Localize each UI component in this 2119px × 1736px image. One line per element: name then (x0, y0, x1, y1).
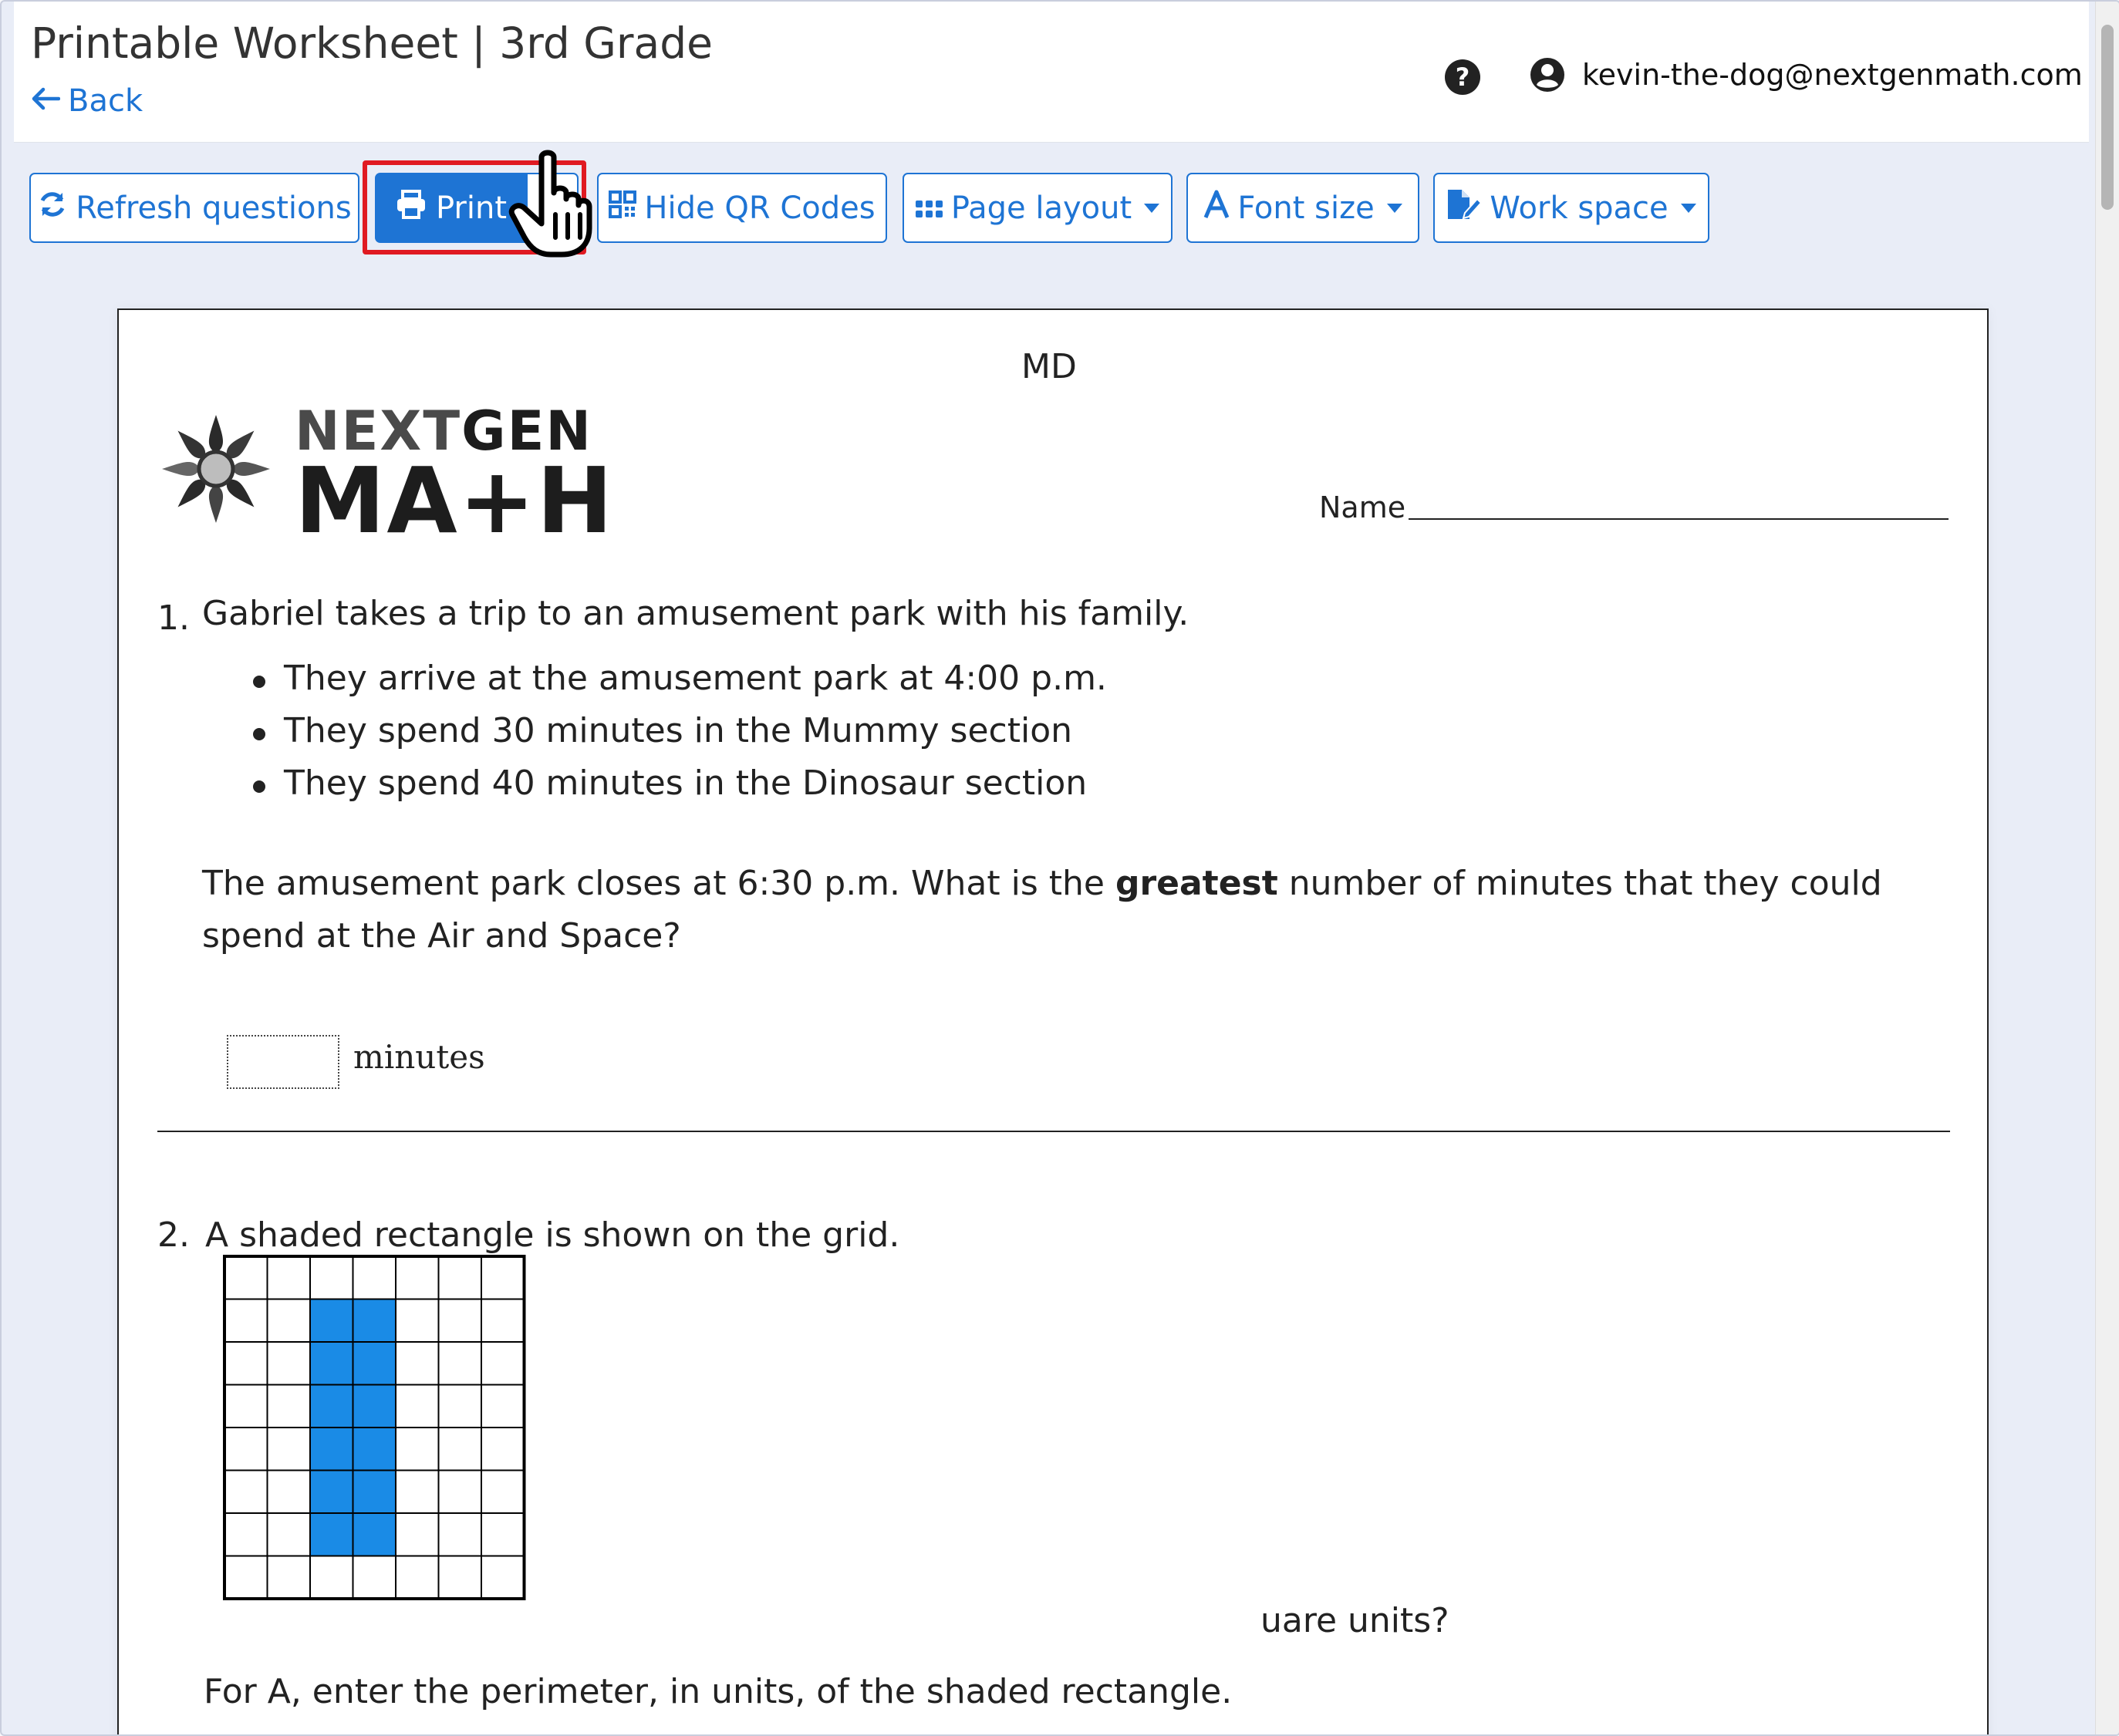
question-2-number: 2. (157, 1215, 190, 1255)
grid-cell (439, 1342, 482, 1385)
page-title: Printable Worksheet | 3rd Grade (31, 19, 713, 68)
grid-cell (268, 1428, 311, 1471)
worksheet-code: MD (1021, 347, 1077, 386)
grid-cell (268, 1385, 311, 1428)
grid-cell (224, 1556, 268, 1599)
hide-qr-codes-button[interactable] (597, 173, 887, 243)
nextgen-math-logo (156, 399, 615, 554)
grid-cell-shaded (353, 1513, 396, 1556)
file-edit-icon (1446, 188, 1482, 228)
work-space-label: Work space (1490, 190, 1669, 226)
question-2-prompt: A shaded rectangle is shown on the grid. (205, 1215, 900, 1255)
grid-cell (481, 1385, 525, 1428)
grid-cell (224, 1385, 268, 1428)
logo-wordmark-bottom: MA+H (295, 447, 615, 554)
worksheet-page (117, 308, 1989, 1736)
grid-cell (396, 1256, 439, 1299)
grid-cell (268, 1299, 311, 1343)
grid-dots-icon (916, 190, 943, 226)
grid-cell (396, 1471, 439, 1514)
question-1-answer-unit: minutes (353, 1038, 485, 1076)
question-1-paragraph: The amusement park closes at 6:30 p.m. What is the greatest number of minutes that they could spend at the Air and Space? (202, 864, 1882, 956)
font-icon (1203, 190, 1230, 227)
page-layout-dropdown[interactable] (903, 173, 1173, 243)
grid-cell-shaded (353, 1428, 396, 1471)
grid-cell (224, 1256, 268, 1299)
grid-cell (481, 1513, 525, 1556)
print-label: Print (435, 190, 507, 226)
grid-cell-shaded (310, 1471, 353, 1514)
grid-cell (396, 1342, 439, 1385)
grid-cell (268, 1256, 311, 1299)
grid-cell (439, 1256, 482, 1299)
grid-cell-shaded (353, 1342, 396, 1385)
grid-cell (396, 1556, 439, 1599)
caret-down-icon (1681, 204, 1696, 213)
grid-cell (310, 1256, 353, 1299)
pointer-hand-icon (508, 150, 594, 261)
refresh-icon (37, 189, 68, 228)
user-menu[interactable] (1530, 57, 2119, 93)
grid-cell (439, 1299, 482, 1343)
vertical-scrollbar[interactable] (2095, 2, 2119, 1734)
user-email: kevin-the-dog@nextgenmath.com (1582, 58, 2083, 92)
grid-cell (396, 1385, 439, 1428)
print-button[interactable] (375, 173, 528, 243)
user-circle-icon (1530, 57, 1565, 93)
grid-cell (481, 1299, 525, 1343)
grid-cell (224, 1471, 268, 1514)
grid-cell (268, 1471, 311, 1514)
page-layout-label: Page layout (950, 190, 1132, 226)
arrow-left-icon (31, 83, 60, 119)
grid-cell (353, 1256, 396, 1299)
grid-cell (481, 1428, 525, 1471)
font-size-label: Font size (1237, 190, 1375, 226)
rectangle-grid (222, 1254, 528, 1604)
list-item: They spend 30 minutes in the Mummy section (242, 711, 1107, 764)
question-divider (157, 1131, 1950, 1132)
grid-cell (396, 1513, 439, 1556)
grid-cell (310, 1556, 353, 1599)
grid-cell (481, 1256, 525, 1299)
hide-qr-codes-label: Hide QR Codes (644, 190, 876, 226)
grid-cell (268, 1556, 311, 1599)
grid-cell (439, 1471, 482, 1514)
grid-cell (439, 1556, 482, 1599)
grid-cell (224, 1299, 268, 1343)
font-size-dropdown[interactable] (1186, 173, 1419, 243)
name-label: Name (1319, 490, 1406, 524)
refresh-questions-button[interactable] (29, 173, 359, 243)
grid-cell-shaded (353, 1471, 396, 1514)
grid-cell (439, 1428, 482, 1471)
back-label: Back (68, 83, 143, 119)
question-1-bullet-list (242, 659, 1107, 816)
grid-cell (481, 1342, 525, 1385)
grid-cell-shaded (353, 1385, 396, 1428)
scrollbar-thumb[interactable] (2101, 25, 2114, 210)
grid-cell-shaded (310, 1428, 353, 1471)
name-line (1409, 518, 1949, 520)
question-2-partial-text: uare units? (1260, 1601, 1449, 1640)
work-space-dropdown[interactable] (1433, 173, 1709, 243)
splash-logo-icon (156, 409, 276, 529)
grid-cell (268, 1342, 311, 1385)
grid-cell (353, 1556, 396, 1599)
grid-cell-shaded (353, 1299, 396, 1343)
app-header (14, 2, 2089, 143)
grid-cell-shaded (310, 1299, 353, 1343)
grid-cell (396, 1299, 439, 1343)
list-item: They spend 40 minutes in the Dinosaur section (242, 764, 1107, 816)
list-item: They arrive at the amusement park at 4:00 p.m. (242, 659, 1107, 711)
grid-cell-shaded (310, 1513, 353, 1556)
question-2-instruction: For A, enter the perimeter, in units, of the shaded rectangle. (204, 1672, 1233, 1711)
logo-wordmark-top: NEXTGEN (295, 399, 592, 463)
grid-cell (224, 1513, 268, 1556)
help-icon[interactable]: ? (1445, 59, 1480, 95)
grid-cell-shaded (310, 1385, 353, 1428)
caret-down-icon (1387, 204, 1402, 213)
grid-cell-shaded (310, 1342, 353, 1385)
grid-cell (481, 1471, 525, 1514)
caret-down-icon (1144, 204, 1159, 213)
grid-cell (268, 1513, 311, 1556)
refresh-questions-label: Refresh questions (76, 190, 352, 226)
grid-cell (396, 1428, 439, 1471)
grid-cell (439, 1385, 482, 1428)
printer-icon (396, 190, 427, 227)
grid-cell (439, 1513, 482, 1556)
question-1-number: 1. (157, 598, 190, 638)
grid-cell (481, 1556, 525, 1599)
emphasis-greatest: greatest (1115, 864, 1278, 903)
question-1-prompt: Gabriel takes a trip to an amusement park with his family. (202, 594, 1189, 633)
back-link[interactable] (31, 83, 143, 119)
question-1-answer-input[interactable] (227, 1035, 339, 1089)
grid-cell (224, 1428, 268, 1471)
grid-cell (224, 1342, 268, 1385)
qr-code-icon (609, 190, 636, 226)
